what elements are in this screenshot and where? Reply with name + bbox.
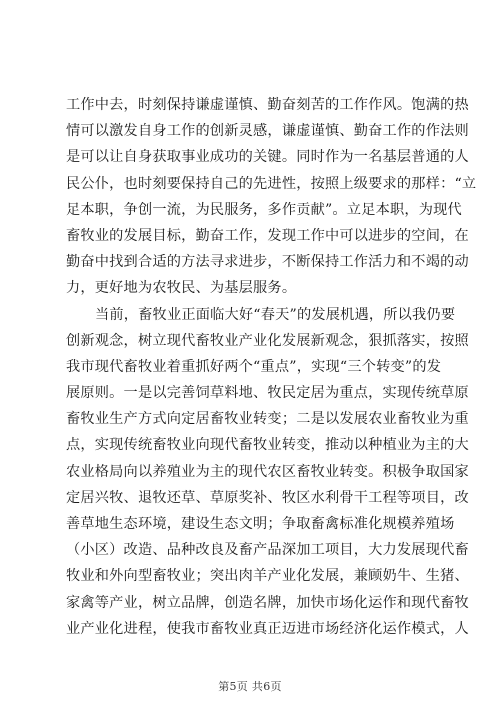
page-number: 第5页 共6页	[218, 680, 282, 693]
paragraph-2	[66, 302, 469, 642]
text-line: 是可以让自身获取事业成功的关键。同时作为一名基层普通的人	[66, 149, 469, 166]
text-line: 善草地生态环境，建设生态文明；争取畜禽标准化规模养殖场	[66, 516, 455, 532]
text-line: 家禽等产业，树立品牌，创造名牌，加快市场化运作和现代畜牧	[66, 594, 469, 611]
text-line: 民公仆，也时刻要保持自己的先进性，按照上级要求的那样：“立	[66, 175, 477, 192]
text-line: 创新观念，树立现代畜牧业产业化发展新观念，狠抓落实，按照	[66, 332, 469, 349]
text-line: 业产业化进程，使我市畜牧业真正迈进市场经济化运作模式，人	[66, 620, 469, 637]
text-line: 农业格局向以养殖业为主的现代农区畜牧业转变。积极争取国家	[66, 463, 469, 480]
page-footer	[0, 678, 500, 694]
text-line: 力，更好地为农牧民、为基层服务。	[66, 280, 297, 297]
text-line: 工作中去，时刻保持谦虚谨慎、勤奋刻苦的工作作风。饱满的热	[66, 97, 469, 113]
text-line: 畜牧业的发展目标，勤奋工作，发现工作中可以进步的空间，在	[66, 227, 469, 244]
paragraph-1	[66, 92, 477, 302]
text-line: 我市现代畜牧业着重抓好两个“重点”，实现“三个转变”的发	[66, 358, 442, 375]
text-line: 勤奋中找到合适的方法寻求进步，不断保持工作活力和不竭的动	[66, 254, 469, 271]
text-line: 牧业和外向型畜牧业；突出肉羊产业化发展，兼顾奶牛、生猪、	[66, 568, 469, 585]
text-line-first: 当前，畜牧业正面临大好“春天”的发展机遇，所以我仍要	[95, 306, 456, 323]
text-line: 情可以激发自身工作的创新灵感，谦虚谨慎、勤奋工作的作法则	[66, 123, 469, 140]
text-line: 定居兴牧、退牧还草、草原奖补、牧区水利骨干工程等项目，改	[66, 489, 469, 506]
text-line: 足本职，争创一流，为民服务，多作贡献”。立足本职，为现代	[66, 201, 462, 218]
text-line: 展原则。一是以完善饲草料地、牧民定居为重点，实现传统草原	[66, 385, 469, 402]
text-line: 畜牧业生产方式向定居畜牧业转变；二是以发展农业畜牧业为重	[66, 411, 469, 428]
text-line: 点，实现传统畜牧业向现代畜牧业转变，推动以种植业为主的大	[66, 437, 469, 454]
document-body	[66, 92, 477, 642]
text-line: （小区）改造、品种改良及畜产品深加工项目，大力发展现代畜	[66, 542, 469, 559]
